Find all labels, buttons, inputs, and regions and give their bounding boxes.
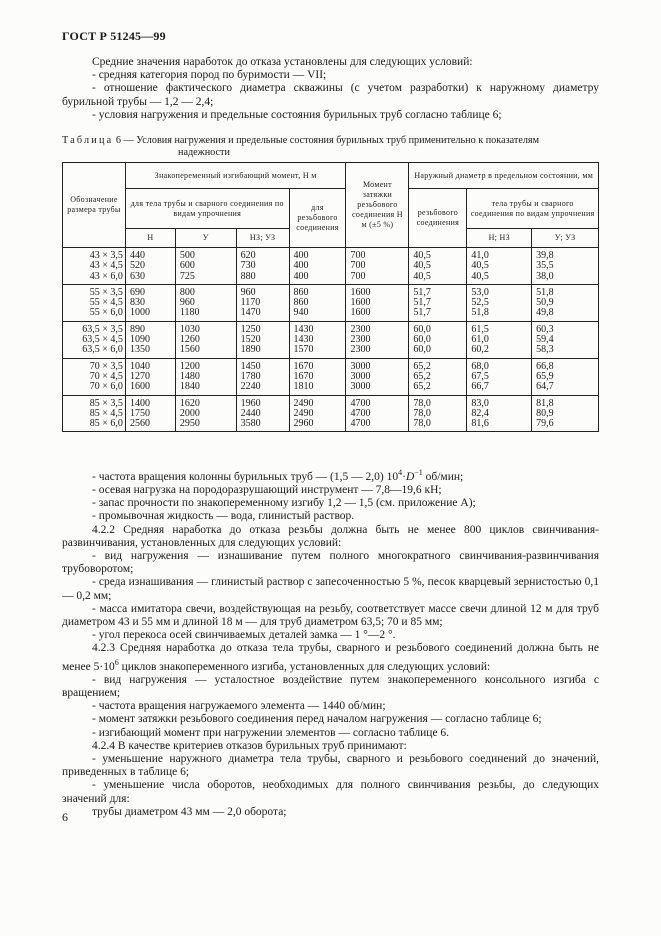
caption-prefix: Таблица	[62, 135, 114, 146]
cell-value: 830	[129, 297, 145, 309]
cell-torque	[346, 284, 409, 321]
sub-header: Н; НЗ	[467, 229, 532, 248]
cell-value: 51,7	[413, 307, 431, 319]
cell-value: 1960	[240, 397, 261, 409]
cell-value: 600	[179, 260, 195, 272]
text-line: - уменьшение наружного диаметра тела трубы, сварного и резьбового соединений до значений, приведенных в таблице 6;	[62, 752, 599, 779]
cell-value: 63,5 × 3,5	[82, 323, 123, 335]
text-line: трубы диаметром 43 мм — 2,0 оборота;	[92, 805, 287, 818]
cell-value: 700	[350, 250, 366, 261]
conditions-table	[62, 162, 599, 432]
cell-value: 960	[240, 286, 256, 298]
cell-value: 81,6	[471, 418, 489, 430]
caption-text: — Условия нагружения и предельные состояния бурильных труб применительно к показателям	[123, 135, 540, 146]
cell-value: 61,5	[471, 323, 489, 335]
cell-value: 60,0	[413, 334, 431, 346]
header-designation: Обозначение размера трубы	[63, 163, 126, 248]
sub-header: НЗ; УЗ	[236, 229, 289, 248]
cell-nz	[236, 358, 289, 395]
cell-od_u	[532, 284, 599, 321]
rpm-mid: ·	[402, 470, 406, 483]
cell-value: 2300	[350, 323, 371, 335]
cell-value: 2440	[240, 407, 261, 419]
cell-value: 1180	[179, 307, 200, 319]
cell-u	[175, 284, 236, 321]
cell-value: 63,5 × 4,5	[82, 334, 123, 346]
cell-value: 1600	[129, 381, 150, 393]
cell-od_n	[467, 248, 532, 285]
cell-thr	[289, 284, 346, 321]
cell-value: 65,2	[413, 360, 431, 372]
cell-n	[125, 248, 175, 285]
cell-value: 1450	[240, 360, 261, 372]
table-caption	[62, 135, 602, 159]
text-line: - уменьшение числа оборотов, необходимых для полного свинчивания резьбы, до следующих значений для:	[62, 779, 599, 805]
cell-value: 1400	[129, 397, 150, 409]
p423-text: 4.2.3 Средняя наработка до отказа тела трубы, сварного и резьбового соединений должна быть не менее 5·10	[62, 642, 599, 673]
cell-value: 70 × 4,5	[89, 370, 123, 382]
text-line: - момент затяжки резьбового соединения перед началом нагружения — согласно таблице 6;	[92, 713, 542, 726]
cell-value: 70 × 6,0	[89, 381, 123, 393]
cell-value: 53,0	[471, 286, 489, 298]
text-line: 4.2.4 В качестве критериев отказов бурильных труб принимают:	[92, 739, 407, 752]
table-row	[63, 248, 599, 285]
cell-value: 51,8	[536, 286, 554, 298]
text-line: - частота вращения нагружаемого элемента — 1440 об/мин;	[92, 700, 386, 713]
cell-value: 60,3	[536, 323, 554, 335]
sub-header: Н	[125, 229, 175, 248]
cell-value: 620	[240, 250, 256, 261]
text-line: - промывочная жидкость — вода, глинистый раствор.	[92, 510, 355, 523]
cell-value: 1000	[129, 307, 150, 319]
cell-value: 2490	[293, 397, 314, 409]
cell-value: 940	[293, 307, 309, 319]
cell-torque	[346, 358, 409, 395]
cell-value: 4700	[350, 407, 371, 419]
cell-value: 880	[240, 270, 256, 282]
table-row	[63, 395, 599, 432]
cell-value: 63,5 × 6,0	[82, 344, 123, 356]
cell-value: 35,5	[536, 260, 554, 272]
cell-value: 3000	[350, 381, 371, 393]
cell-value: 1840	[179, 381, 200, 393]
cell-value: 1040	[129, 360, 150, 372]
cell-value: 1670	[293, 360, 314, 372]
cell-value: 64,7	[536, 381, 554, 393]
p423-exp: 6	[114, 657, 119, 667]
cell-value: 630	[129, 270, 145, 282]
cell-value: 2960	[293, 418, 314, 430]
table-row	[63, 284, 599, 321]
cell-value: 520	[129, 260, 145, 272]
cell-value: 49,8	[536, 307, 554, 319]
cell-thr	[289, 358, 346, 395]
cell-value: 1030	[179, 323, 200, 335]
cell-od_u	[532, 395, 599, 432]
cell-thr	[289, 321, 346, 358]
header-tightening: Момент затяжки резьбового соединения Н м (±5 %)	[346, 163, 409, 248]
cell-value: 81,8	[536, 397, 554, 409]
cell-od_n	[467, 321, 532, 358]
cell-value: 55 × 4,5	[89, 297, 123, 309]
text-line: - среда изнашивания — глинистый раствор с запесоченностью 5 %, песок кварцевый зернистостью 0,1 — 0,2 мм;	[62, 576, 599, 602]
cell-value: 40,5	[413, 270, 431, 282]
cell-value: 40,5	[413, 260, 431, 272]
intro-line: - отношение фактического диаметра скважины (с учетом разработки) к наружному диаметру бурильной трубы — 1,2 — 2,4;	[62, 82, 599, 108]
cell-u	[175, 248, 236, 285]
caption-line2: надежности	[178, 147, 230, 158]
cell-value: 1560	[179, 344, 200, 356]
cell-value: 51,8	[471, 307, 489, 319]
cell-value: 1600	[350, 286, 371, 298]
intro-line: Средние значения наработок до отказа установлены для следующих условий:	[92, 56, 473, 68]
cell-value: 1270	[129, 370, 150, 382]
cell-value: 860	[293, 286, 309, 298]
sub-header: У	[175, 229, 236, 248]
cell-n	[125, 284, 175, 321]
cell-value: 40,5	[471, 260, 489, 272]
cell-value: 65,2	[413, 381, 431, 393]
cell-value: 38,0	[536, 270, 554, 282]
cell-od_thr	[409, 248, 467, 285]
cell-value: 400	[293, 260, 309, 272]
cell-thr	[289, 395, 346, 432]
cell-value: 66,8	[536, 360, 554, 372]
cell-value: 43 × 3,5	[89, 250, 123, 261]
cell-value: 725	[179, 270, 195, 282]
cell-value: 85 × 6,0	[89, 418, 123, 430]
header-body-joint: для тела трубы и сварного соединения по видам упрочнения	[125, 189, 289, 229]
cell-value: 2560	[129, 418, 150, 430]
cell-value: 55 × 6,0	[89, 307, 123, 319]
cell-thr	[289, 248, 346, 285]
cell-value: 1250	[240, 323, 261, 335]
cell-value: 500	[179, 250, 195, 261]
text-line: - запас прочности по знакопеременному изгибу 1,2 — 1,5 (см. приложение А);	[92, 497, 476, 510]
cell-od_u	[532, 248, 599, 285]
cell-value: 61,0	[471, 334, 489, 346]
cell-od_thr	[409, 284, 467, 321]
cell-value: 78,0	[413, 407, 431, 419]
p423-tail: циклов знакопеременного изгиба, установленных для следующих условий:	[118, 660, 491, 673]
cell-value: 1430	[293, 323, 314, 335]
cell-value: 1570	[293, 344, 314, 356]
cell-value: 85 × 3,5	[89, 397, 123, 409]
cell-value: 1810	[293, 381, 314, 393]
cell-value: 3580	[240, 418, 261, 430]
cell-od_u	[532, 358, 599, 395]
page-number: 6	[62, 810, 68, 824]
cell-value: 65,9	[536, 370, 554, 382]
cell-value: 1750	[129, 407, 150, 419]
cell-value: 55 × 3,5	[89, 286, 123, 298]
cell-value: 52,5	[471, 297, 489, 309]
rpm-tail: об/мин;	[422, 470, 464, 483]
cell-value: 51,7	[413, 297, 431, 309]
cell-value: 1470	[240, 307, 261, 319]
cell-value: 40,5	[471, 270, 489, 282]
cell-value: 890	[129, 323, 145, 335]
cell-value: 800	[179, 286, 195, 298]
text-line: - угол перекоса осей свинчиваемых деталей замка — 1 °—2 °.	[92, 629, 396, 642]
cell-value: 3000	[350, 370, 371, 382]
cell-value: 3000	[350, 360, 371, 372]
cell-size	[63, 284, 126, 321]
cell-value: 65,2	[413, 370, 431, 382]
cell-value: 4700	[350, 397, 371, 409]
cell-value: 1260	[179, 334, 200, 346]
cell-value: 960	[179, 297, 195, 309]
cell-value: 400	[293, 250, 309, 261]
cell-value: 58,3	[536, 344, 554, 356]
text-line: - изгибающий момент при нагружении элементов — согласно таблице 6.	[92, 726, 450, 739]
cell-value: 1890	[240, 344, 261, 356]
cell-od_n	[467, 284, 532, 321]
cell-value: 80,9	[536, 407, 554, 419]
header-outer-group: Наружный диаметр в предельном состоянии, мм	[409, 163, 599, 189]
caption-num: 6	[115, 135, 121, 146]
cell-od_thr	[409, 358, 467, 395]
cell-value: 700	[350, 260, 366, 272]
cell-value: 1600	[350, 307, 371, 319]
cell-value: 83,0	[471, 397, 489, 409]
cell-value: 79,6	[536, 418, 554, 430]
text-line	[62, 642, 599, 673]
text-line: - вид нагружения — усталостное воздействие путем знакопеременного консольного изгиба с вращением;	[62, 673, 599, 699]
cell-value: 66,7	[471, 381, 489, 393]
intro-line: - условия нагружения и предельные состояния бурильных труб согласно таблице 6;	[92, 108, 502, 121]
cell-value: 1480	[179, 370, 200, 382]
table-row	[63, 321, 599, 358]
cell-u	[175, 395, 236, 432]
cell-nz	[236, 321, 289, 358]
cell-value: 1350	[129, 344, 150, 356]
rpm-exp2: −1	[414, 468, 423, 477]
cell-value: 60,0	[413, 344, 431, 356]
rpm-d: D	[405, 470, 415, 483]
cell-value: 78,0	[413, 418, 431, 430]
cell-value: 730	[240, 260, 256, 272]
cell-value: 40,5	[413, 250, 431, 261]
cell-value: 50,9	[536, 297, 554, 309]
cell-value: 1090	[129, 334, 150, 346]
cell-value: 70 × 3,5	[89, 360, 123, 372]
cell-size	[63, 395, 126, 432]
cell-value: 2000	[179, 407, 200, 419]
cell-value: 1200	[179, 360, 200, 372]
cell-od_n	[467, 358, 532, 395]
cell-value: 68,0	[471, 360, 489, 372]
rpm-line	[62, 466, 599, 484]
cell-value: 1670	[293, 370, 314, 382]
cell-value: 1520	[240, 334, 261, 346]
cell-value: 2300	[350, 344, 371, 356]
cell-od_thr	[409, 321, 467, 358]
cell-size	[63, 321, 126, 358]
header-threaded: для резьбового соединения	[289, 189, 346, 248]
table-row	[63, 358, 599, 395]
cell-value: 1170	[240, 297, 261, 309]
cell-nz	[236, 248, 289, 285]
cell-value: 67,5	[471, 370, 489, 382]
intro-line: - средняя категория пород по буримости — VII;	[92, 69, 327, 82]
cell-value: 2300	[350, 334, 371, 346]
cell-od_u	[532, 321, 599, 358]
cell-torque	[346, 321, 409, 358]
cell-od_thr	[409, 395, 467, 432]
cell-value: 700	[350, 270, 366, 282]
cell-n	[125, 358, 175, 395]
cell-value: 860	[293, 297, 309, 309]
cell-size	[63, 358, 126, 395]
cell-value: 1430	[293, 334, 314, 346]
cell-od_n	[467, 395, 532, 432]
cell-value: 440	[129, 250, 145, 261]
cell-value: 1600	[350, 297, 371, 309]
cell-value: 82,4	[471, 407, 489, 419]
cell-value: 1780	[240, 370, 261, 382]
cell-value: 78,0	[413, 397, 431, 409]
document-header: ГОСТ Р 51245—99	[62, 29, 166, 43]
sub-header: У; УЗ	[532, 229, 599, 248]
cell-value: 43 × 6,0	[89, 270, 123, 282]
body-text	[62, 466, 599, 819]
cell-value: 2950	[179, 418, 200, 430]
header-moment-group: Знакопеременный изгибающий момент, Н м	[125, 163, 346, 189]
cell-value: 59,4	[536, 334, 554, 346]
cell-value: 1620	[179, 397, 200, 409]
cell-value: 60,0	[413, 323, 431, 335]
cell-nz	[236, 284, 289, 321]
cell-torque	[346, 395, 409, 432]
cell-value: 43 × 4,5	[89, 260, 123, 272]
intro-block	[62, 56, 599, 122]
text-line: 4.2.2 Средняя наработка до отказа резьбы должна быть не менее 800 циклов свинчивания-развинчивания, установленных для следующих условий:	[62, 523, 599, 549]
header-outer-threaded: резьбового соединения	[409, 189, 467, 248]
cell-value: 400	[293, 270, 309, 282]
header-outer-body: тела трубы и сварного соединения по видам упрочнения	[467, 189, 599, 229]
cell-value: 51,7	[413, 286, 431, 298]
cell-value: 4700	[350, 418, 371, 430]
cell-nz	[236, 395, 289, 432]
cell-value: 2490	[293, 407, 314, 419]
cell-n	[125, 395, 175, 432]
cell-value: 690	[129, 286, 145, 298]
cell-u	[175, 321, 236, 358]
text-line: - осевая нагрузка на породоразрушающий инструмент — 7,8—19,6 кН;	[92, 484, 442, 497]
cell-n	[125, 321, 175, 358]
cell-value: 41,0	[471, 250, 489, 261]
cell-value: 2240	[240, 381, 261, 393]
cell-size	[63, 248, 126, 285]
cell-u	[175, 358, 236, 395]
cell-value: 85 × 4,5	[89, 407, 123, 419]
cell-torque	[346, 248, 409, 285]
text-line: - вид нагружения — изнашивание путем полного многократного свинчивания-развинчивания трубоворотом;	[62, 550, 599, 576]
rpm-text: - частота вращения колонны бурильных труб — (1,5 — 2,0) 10	[92, 470, 399, 483]
text-line: - масса имитатора свечи, воздействующая на резьбу, соответствует массе свечи длиной 12 м для труб диаметром 43 и 55 мм и длиной 18 м — для труб диаметром 63,5; 70 и 85 мм;	[62, 602, 599, 629]
cell-value: 39,8	[536, 250, 554, 261]
rpm-exp: 4	[398, 468, 403, 477]
cell-value: 60,2	[471, 344, 489, 356]
